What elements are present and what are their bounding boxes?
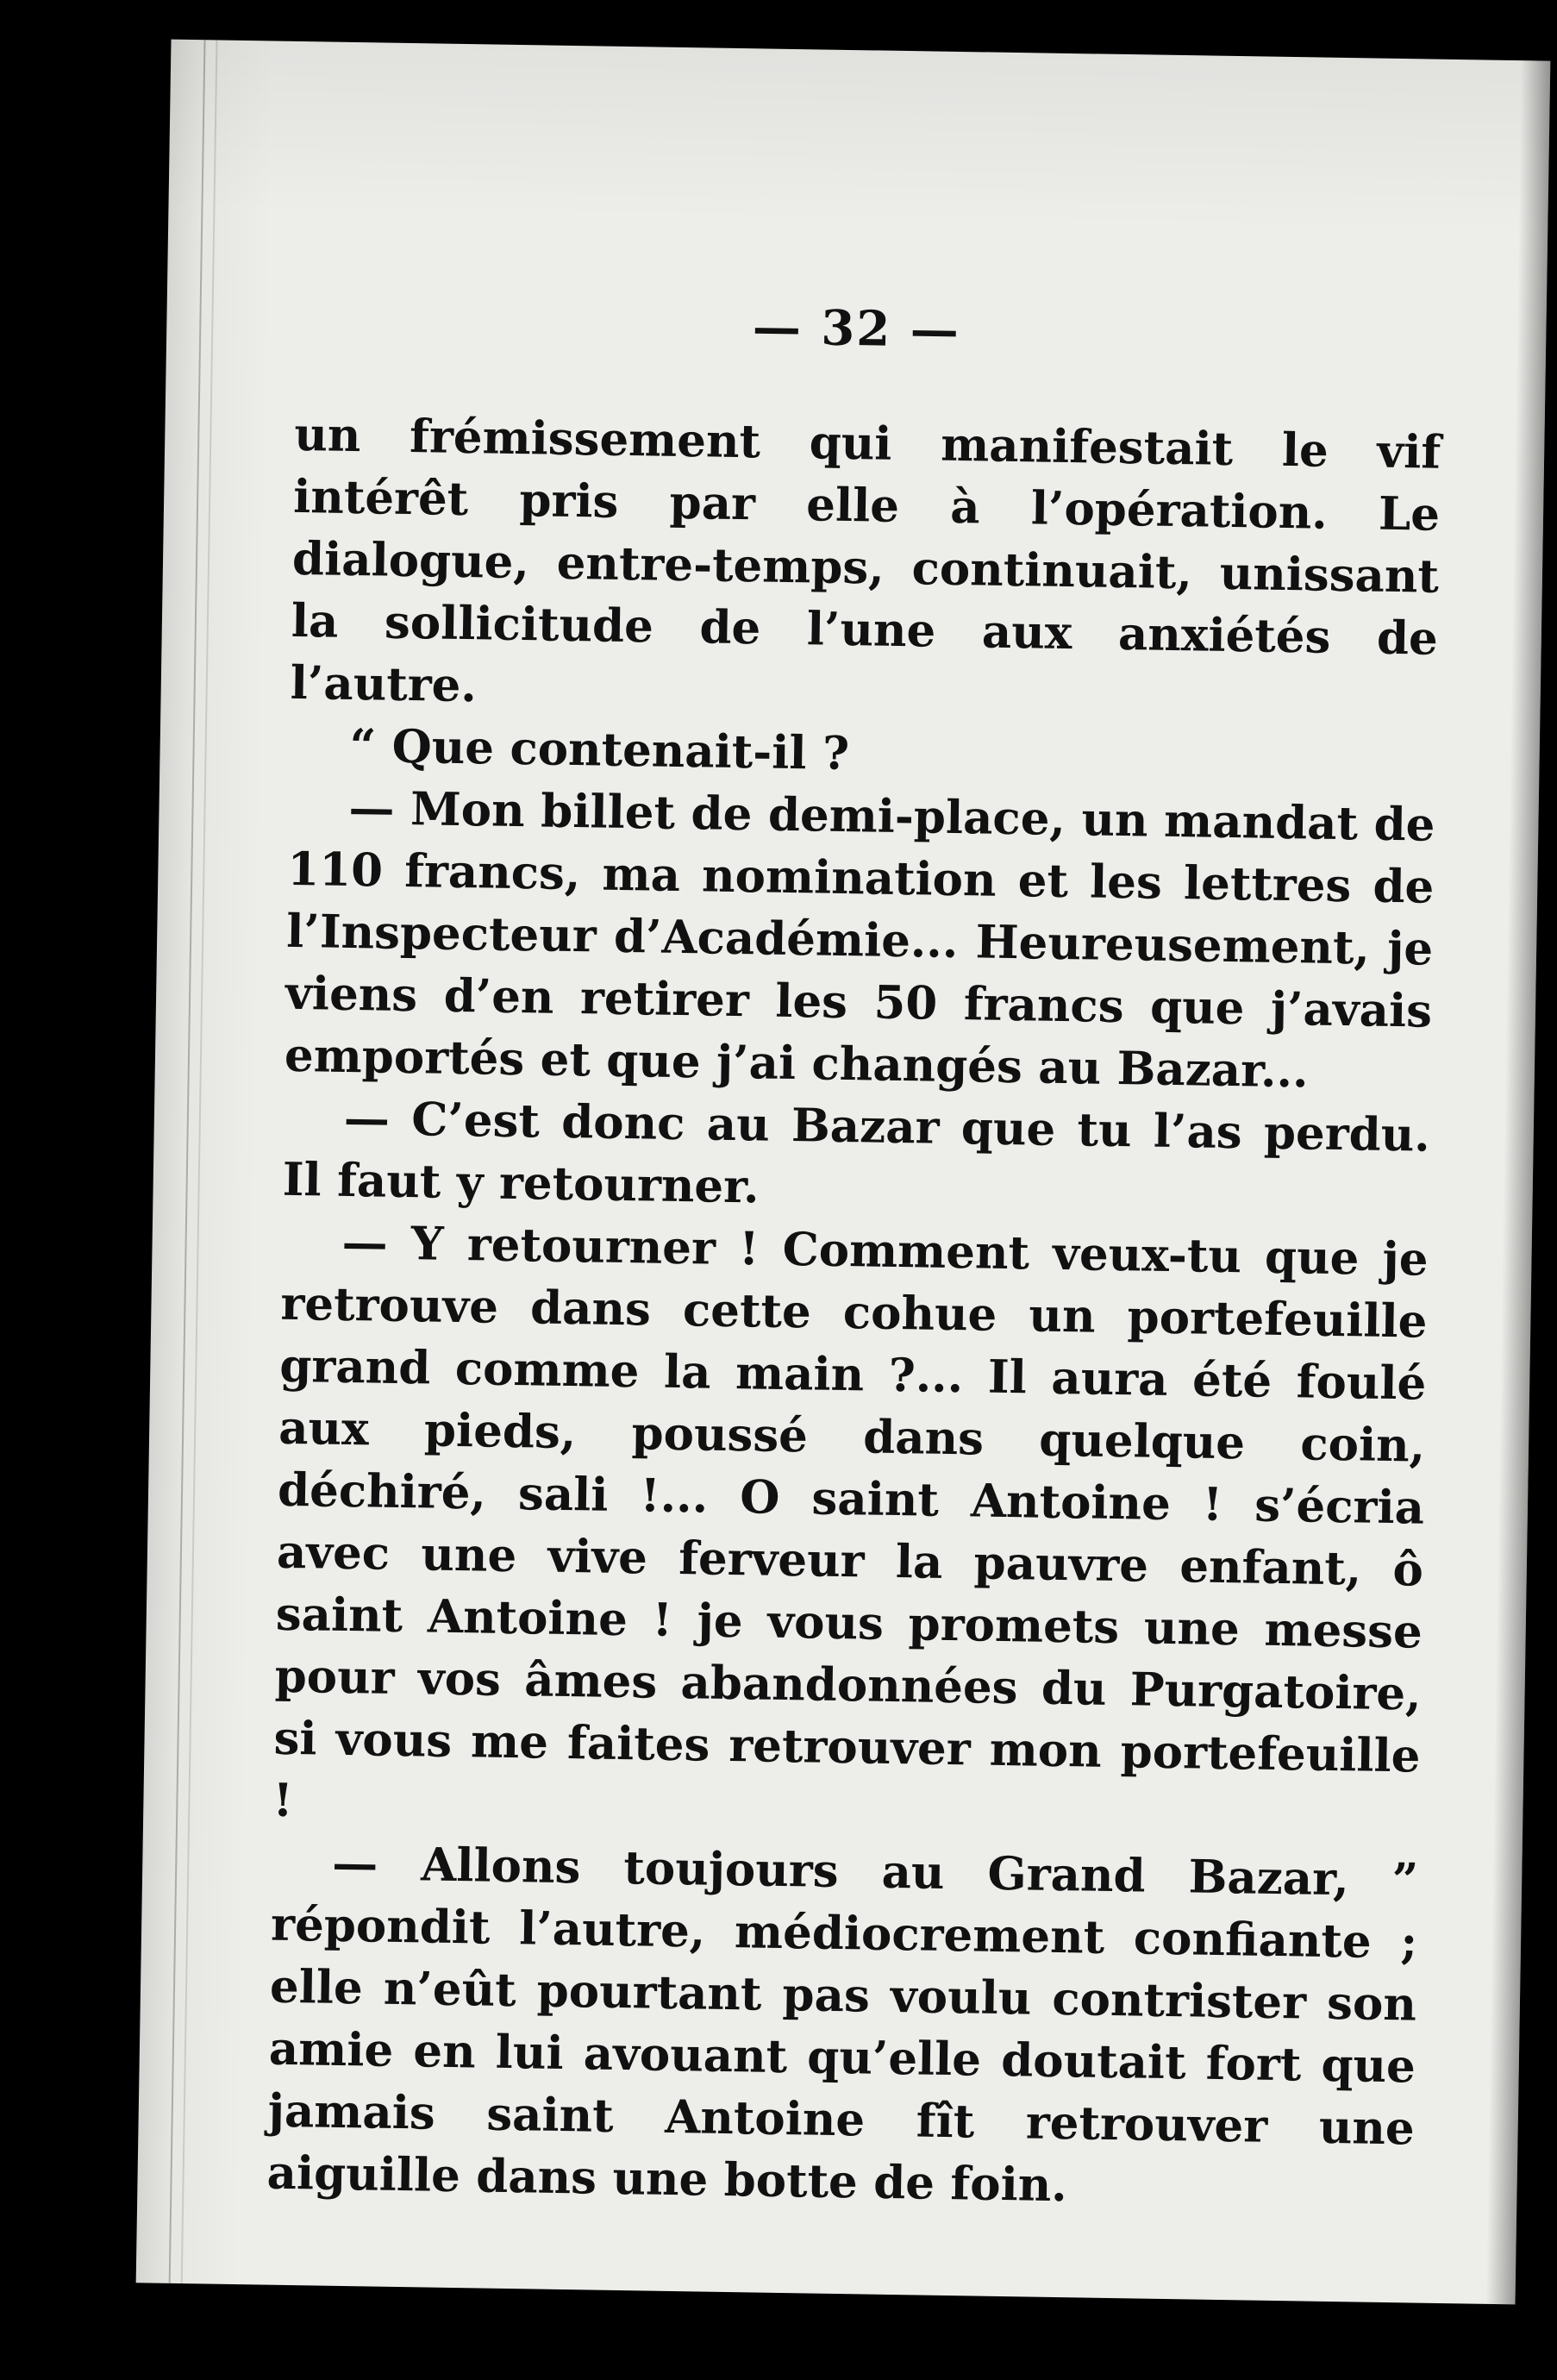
page-right-edge bbox=[1485, 60, 1550, 2304]
paragraph: — C’est donc au Bazar que tu l’as perdu. Il faut y retourner. bbox=[282, 1091, 1431, 1214]
paragraph: — Mon billet de demi-place, un mandat de 110 francs, ma nomination et les lettres de l’Inspecteur d’Académie... Heureusement, je viens d’en retirer les 50 francs que j’avais emportés et que j’ai changés au Bazar... bbox=[284, 780, 1435, 1099]
page-number: — 32 — bbox=[752, 298, 961, 360]
paragraph: “ Que contenait-il ? bbox=[349, 718, 850, 781]
paragraph: — Y retourner ! Comment veux-tu que je retrouve dans cette cohue un portefeuille grand comme la main ?... Il aura été foulé aux pieds, poussé dans quelque coin, déchiré, sali !... O saint Antoine ! s’écria avec une vive ferveur la pauvre enfant, ô saint Antoine ! je vous promets une messe pour vos âmes abandonnées du Purgatoire, si vous me faites retrouver mon portefeuille ! bbox=[272, 1215, 1429, 1828]
paragraph: un frémissement qui manifestait le vif intérêt pris par elle à l’opération. Le dialogue, entre-temps, continuait, unissant la sollicitude de l’une aux anxiétés de l’autre. bbox=[290, 407, 1441, 713]
paragraph: — Allons toujours au Grand Bazar, ” répondit l’autre, médiocrement confiante ; elle n’eût pourtant pas voulu contrister son amie en lui avouant qu’elle doutait fort que jamais saint Antoine fît retrouver une aiguille dans une botte de foin. bbox=[266, 1836, 1419, 2213]
page-text bbox=[266, 404, 1441, 2222]
book-page bbox=[136, 40, 1551, 2305]
